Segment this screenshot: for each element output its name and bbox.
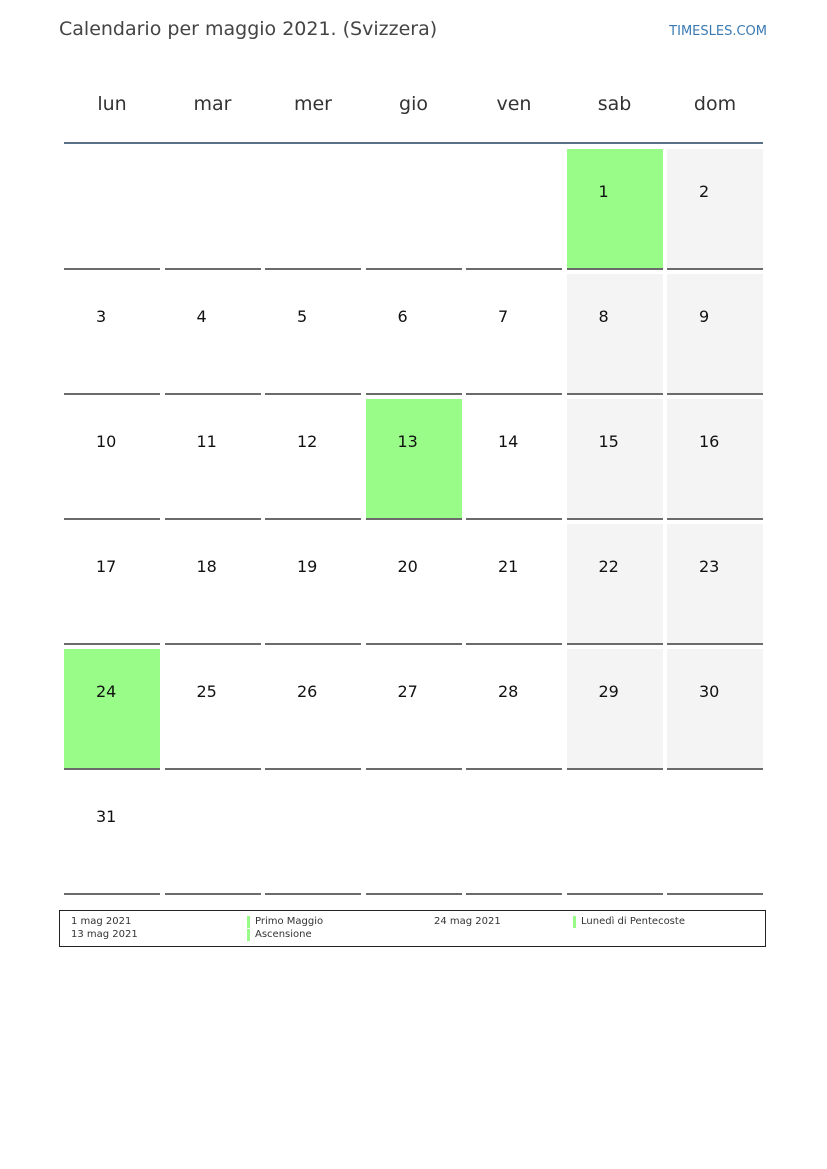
calendar-day-cell[interactable]: [165, 649, 261, 770]
calendar-empty-cell: [64, 149, 160, 270]
legend-name-3: Lunedì di Pentecoste: [581, 916, 685, 927]
weekday-header: [64, 88, 763, 120]
calendar-day-cell[interactable]: [64, 774, 160, 895]
calendar-empty-cell: [265, 774, 361, 895]
legend-date-1: 1 mag 2021: [71, 916, 132, 927]
header-divider: [64, 142, 763, 144]
legend-date-2: 13 mag 2021: [71, 929, 138, 940]
day-number: 4: [196, 307, 207, 326]
calendar-day-cell[interactable]: [366, 649, 462, 770]
calendar-day-cell[interactable]: [466, 649, 562, 770]
legend-color-swatch: [573, 916, 576, 928]
calendar-day-cell[interactable]: [567, 149, 663, 270]
calendar-day-cell[interactable]: [567, 274, 663, 395]
calendar-day-cell[interactable]: [64, 649, 160, 770]
calendar-day-cell[interactable]: [366, 274, 462, 395]
day-number: 13: [397, 432, 418, 451]
day-number: 28: [498, 682, 519, 701]
calendar-empty-cell: [366, 774, 462, 895]
legend-date-3: 24 mag 2021: [434, 916, 501, 927]
day-number: 11: [196, 432, 217, 451]
weekday-wed: mer: [293, 93, 332, 115]
brand-link[interactable]: TIMESLES.COM: [669, 24, 767, 39]
day-number: 21: [498, 557, 519, 576]
calendar-day-cell[interactable]: [165, 524, 261, 645]
calendar-day-cell[interactable]: [567, 524, 663, 645]
day-number: 26: [297, 682, 318, 701]
calendar-day-cell[interactable]: [265, 649, 361, 770]
calendar-day-cell[interactable]: [265, 524, 361, 645]
calendar-empty-cell: [667, 774, 763, 895]
day-number: 3: [96, 307, 107, 326]
calendar-day-cell[interactable]: [265, 399, 361, 520]
day-number: 5: [297, 307, 308, 326]
calendar-empty-cell: [466, 774, 562, 895]
weekday-thu: gio: [399, 93, 428, 115]
calendar-day-cell[interactable]: [64, 399, 160, 520]
weekday-sat: sab: [597, 93, 632, 115]
weekday-sun: dom: [693, 93, 737, 115]
calendar-empty-cell: [265, 149, 361, 270]
calendar-day-cell[interactable]: [466, 274, 562, 395]
day-number: 25: [196, 682, 217, 701]
holiday-legend: [59, 910, 766, 947]
legend-name-2: Ascensione: [255, 929, 312, 940]
calendar-grid: [64, 149, 763, 895]
day-number: 24: [96, 682, 117, 701]
calendar-day-cell[interactable]: [466, 524, 562, 645]
legend-name-1: Primo Maggio: [255, 916, 324, 927]
day-number: 20: [397, 557, 418, 576]
day-number: 31: [96, 807, 117, 826]
calendar-empty-cell: [366, 149, 462, 270]
weekday-mon: lun: [97, 93, 127, 115]
day-number: 29: [598, 682, 619, 701]
day-number: 15: [598, 432, 619, 451]
calendar-day-cell[interactable]: [567, 399, 663, 520]
calendar-day-cell[interactable]: [667, 149, 763, 270]
calendar-day-cell[interactable]: [667, 274, 763, 395]
weekday-tue: mar: [193, 93, 232, 115]
calendar-empty-cell: [165, 149, 261, 270]
day-number: 1: [598, 182, 609, 201]
calendar-day-cell[interactable]: [567, 649, 663, 770]
calendar-day-cell[interactable]: [366, 524, 462, 645]
day-number: 9: [699, 307, 710, 326]
calendar-empty-cell: [567, 774, 663, 895]
day-number: 12: [297, 432, 318, 451]
day-number: 22: [598, 557, 619, 576]
day-number: 2: [699, 182, 710, 201]
day-number: 14: [498, 432, 519, 451]
day-number: 30: [699, 682, 720, 701]
calendar-day-cell[interactable]: [265, 274, 361, 395]
calendar-day-cell[interactable]: [667, 649, 763, 770]
calendar-day-cell[interactable]: [667, 399, 763, 520]
calendar-empty-cell: [466, 149, 562, 270]
calendar-day-cell[interactable]: [667, 524, 763, 645]
legend-color-swatch: [247, 916, 250, 928]
day-number: 19: [297, 557, 318, 576]
day-number: 7: [498, 307, 509, 326]
calendar-day-cell[interactable]: [165, 399, 261, 520]
day-number: 16: [699, 432, 720, 451]
calendar-day-cell[interactable]: [366, 399, 462, 520]
day-number: 18: [196, 557, 217, 576]
day-number: 10: [96, 432, 117, 451]
calendar-day-cell[interactable]: [64, 524, 160, 645]
day-number: 6: [397, 307, 408, 326]
legend-color-swatch: [247, 929, 250, 941]
day-number: 17: [96, 557, 117, 576]
calendar-day-cell[interactable]: [165, 274, 261, 395]
calendar-empty-cell: [165, 774, 261, 895]
weekday-fri: ven: [496, 93, 532, 115]
page-title: Calendario per maggio 2021. (Svizzera): [59, 18, 438, 40]
day-number: 27: [397, 682, 418, 701]
calendar-day-cell[interactable]: [64, 274, 160, 395]
calendar-day-cell[interactable]: [466, 399, 562, 520]
day-number: 23: [699, 557, 720, 576]
day-number: 8: [598, 307, 609, 326]
